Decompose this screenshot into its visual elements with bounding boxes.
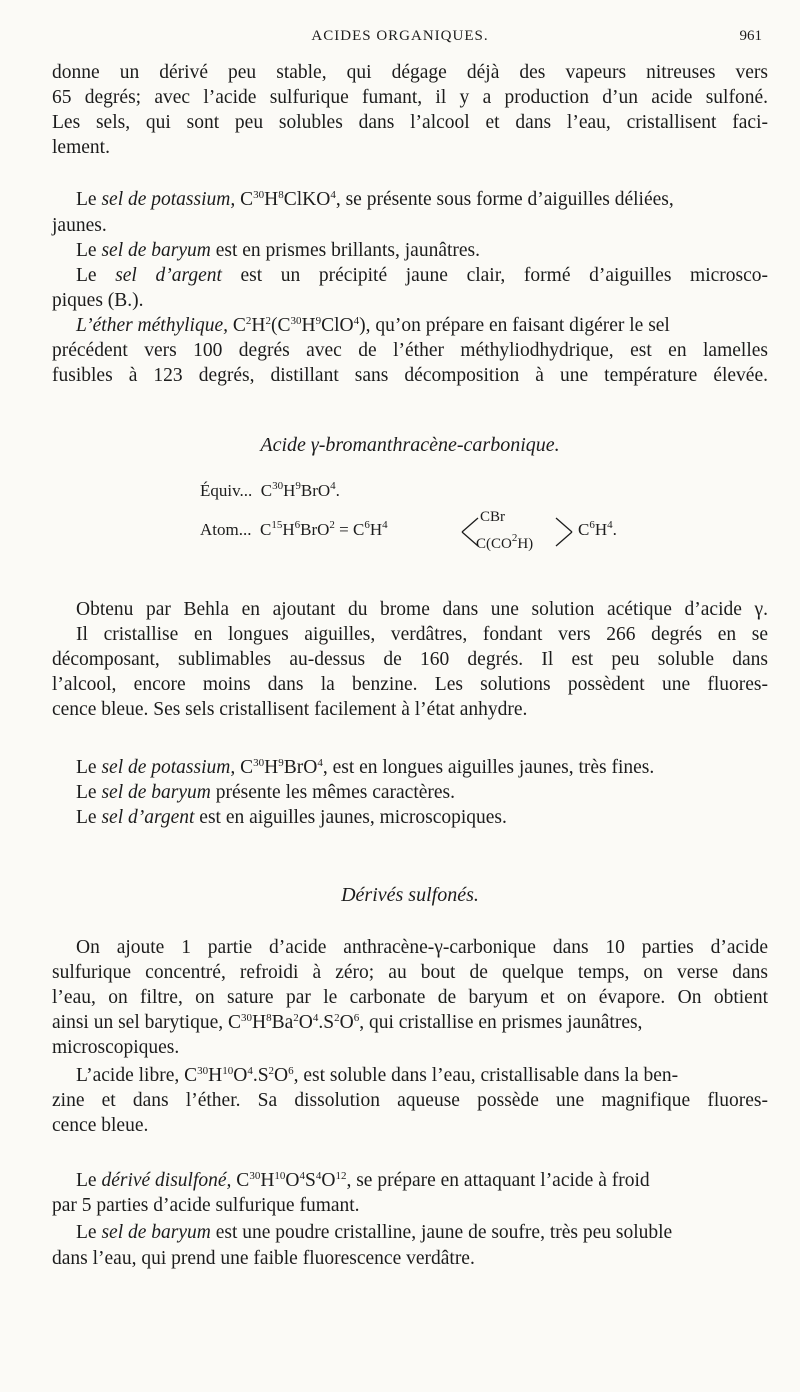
text-line: jaunes. xyxy=(52,215,107,236)
text-line: lement. xyxy=(52,137,110,158)
text-line: L’éther méthylique, $C^2H^2(C^{30}H^9ClO^4)$, qu’on prépare en faisant digérer le sel xyxy=(76,315,670,336)
text-line: zine et dans l’éther. Sa dissolution aqueuse possède une magnifique fluores- xyxy=(52,1090,768,1111)
text-line: Le sel de potassium, $C^{30}H^8ClKO^4$, se présente sous forme d’aiguilles déliées, xyxy=(76,189,674,210)
equiv-formula: Équiv... $C^{30}H^9BrO^4$. xyxy=(200,480,340,500)
compound-name: dérivé disulfoné, xyxy=(101,1170,232,1191)
text-line: précédent vers 100 degrés avec de l’éther méthyliodhydrique, est en lamelles xyxy=(52,340,768,361)
text-line: l’alcool, encore moins dans la benzine. Les solutions possèdent une fluores- xyxy=(52,674,768,695)
branch-bottom: $C(CO^2H)$ xyxy=(476,532,534,552)
section-title: Dérivés sulfonés. xyxy=(341,884,479,906)
salt-name: sel de potassium, xyxy=(101,757,236,778)
text-line: Le sel de baryum est en prismes brillants, jaunâtres. xyxy=(76,240,481,261)
text-line: Le sel d’argent est un précipité jaune clair, formé d’aiguilles microsco- xyxy=(76,265,768,286)
atom-formula: Atom... $C^{15}H^6BrO^2 = C^6H^4$ xyxy=(200,519,388,539)
running-header: ACIDES ORGANIQUES. xyxy=(311,28,489,44)
text-line: On ajoute 1 partie d’acide anthracène-γ-carbonique dans 10 parties d’acide xyxy=(76,937,768,958)
text-line: Le sel d’argent est en aiguilles jaunes, microscopiques. xyxy=(76,807,507,828)
text-line: Les sels, qui sont peu solubles dans l’alcool et dans l’eau, cristallisent faci- xyxy=(52,112,768,133)
page-number: 961 xyxy=(739,28,762,44)
salt-name: sel de baryum xyxy=(101,240,211,261)
text-line: dans l’eau, qui prend une faible fluorescence verdâtre. xyxy=(52,1248,475,1269)
text-line: microscopiques. xyxy=(52,1037,180,1058)
text-line: piques (B.). xyxy=(52,290,144,311)
branch-top: CBr xyxy=(480,509,506,525)
text-line: par 5 parties d’acide sulfurique fumant. xyxy=(52,1195,360,1216)
text-line: 65 degrés; avec l’acide sulfurique fumant, il y a production d’un acide sulfoné. xyxy=(52,87,768,108)
salt-name: sel d’argent xyxy=(101,807,195,828)
text-line: L’acide libre, $C^{30}H^{10}O^4.S^2O^6$, est soluble dans l’eau, cristallisable dans la ben- xyxy=(76,1065,679,1086)
text-line: ainsi un sel barytique, $C^{30}H^8Ba^2O^4.S^2O^6$, qui cristallise en prismes jaunâtres, xyxy=(52,1012,643,1033)
text-line: donne un dérivé peu stable, qui dégage déjà des vapeurs nitreuses vers xyxy=(52,62,768,83)
text-line: cence bleue. xyxy=(52,1115,149,1136)
text-line: décomposant, sublimables au-dessus de 160 degrés. Il est peu soluble dans xyxy=(52,649,768,670)
text-line: Le sel de potassium, $C^{30}H^9BrO^4$, est en longues aiguilles jaunes, très fines. xyxy=(76,757,655,778)
compound-name: L’éther méthylique, xyxy=(76,315,228,336)
salt-name: sel d’argent xyxy=(115,265,222,286)
text-line: Le dérivé disulfoné, $C^{30}H^{10}O^4S^4O^{12}$, se prépare en attaquant l’acide à froid xyxy=(76,1170,650,1191)
salt-name: sel de potassium, xyxy=(101,189,236,210)
text-line: cence bleue. Ses sels cristallisent facilement à l’état anhydre. xyxy=(52,699,528,720)
text-line: Le sel de baryum présente les mêmes caractères. xyxy=(76,782,456,803)
salt-name: sel de baryum xyxy=(101,782,211,803)
text-line: Le sel de baryum est une poudre cristalline, jaune de soufre, très peu soluble xyxy=(76,1222,673,1243)
right-group: $C^6H^4$. xyxy=(578,519,617,539)
text-line: Obtenu par Behla en ajoutant du brome dans une solution acétique d’acide γ. xyxy=(76,599,768,620)
text-line: sulfurique concentré, refroidi à zéro; au bout de quelque temps, on verse dans xyxy=(52,962,768,983)
salt-name: sel de baryum xyxy=(101,1222,211,1243)
text-line: Il cristallise en longues aiguilles, verdâtres, fondant vers 266 degrés en se xyxy=(76,624,768,645)
text-line: fusibles à 123 degrés, distillant sans décomposition à une température élevée. xyxy=(52,365,768,386)
section-title: Acide γ-bromanthracène-carbonique. xyxy=(260,434,560,456)
text-line: l’eau, on filtre, on sature par le carbonate de baryum et on évapore. On obtient xyxy=(52,987,768,1008)
